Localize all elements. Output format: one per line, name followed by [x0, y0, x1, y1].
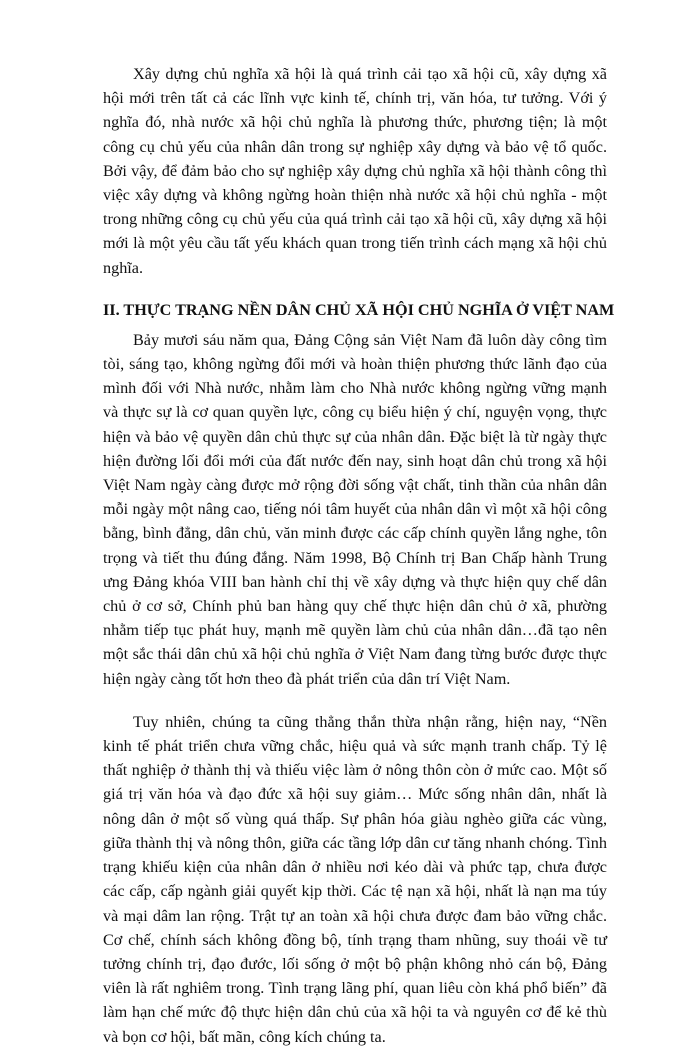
section-heading: II. THỰC TRẠNG NỀN DÂN CHỦ XÃ HỘI CHỦ NGHĨA Ở VIỆT NAM: [103, 300, 615, 319]
body-paragraph-democracy-progress: Bảy mươi sáu năm qua, Đảng Cộng sản Việt Nam đã luôn dày công tìm tòi, sáng tạo, không ngừng đổi mới và hoàn thiện phương thức lãnh đạo của mình đối với Nhà nước, nhằm làm cho Nhà nước không ngừng vững mạnh và thực sự là cơ quan quyền lực, công cụ biểu hiện ý chí, nguyện vọng, thực hiện và bảo vệ quyền dân chủ thực sự của nhân dân. Đặc biệt là từ ngày thực hiện đường lối đổi mới của đất nước đến nay, sinh hoạt dân chủ trong xã hội Việt Nam ngày càng được mở rộng đời sống vật chất, tinh thần của nhân dân mỗi ngày một nâng cao, tiếng nói tâm huyết của nhân dân vì một xã hội công bằng, bình đẳng, dân chủ, văn minh được các cấp chính quyền lắng nghe, tôn trọng và tiết thu đúng đắng. Năm 1998, Bộ Chính trị Ban Chấp hành Trung ưng Đảng khóa VIII ban hành chỉ thị về xây dựng và thực hiện quy chế dân chủ ở cơ sở, Chính phủ ban hàng quy chế thực hiện dân chủ ở xã, phường nhằm tiếp tục phát huy, mạnh mẽ quyền làm chủ của nhân dân…đã tạo nên một sắc thái dân chủ xã hội chủ nghĩa ở Việt Nam đang từng bước được thực hiện ngày càng tốt hơn theo đà phát triển của dân trí Việt Nam.: [103, 330, 607, 688]
intro-paragraph: Xây dựng chủ nghĩa xã hội là quá trình cải tạo xã hội cũ, xây dựng xã hội mới trên tất cả các lĩnh vực kinh tế, chính trị, văn hóa, tư tưởng. Với ý nghĩa đó, nhà nước xã hội chủ nghĩa là phương thức, phương tiện; là một công cụ chủ yếu của nhân dân trong sự nghiệp xây dựng và bảo vệ tổ quốc. Bởi vậy, để đảm bảo cho sự nghiệp xây dựng chủ nghĩa xã hội thành công thì việc xây dựng và không ngừng hoàn thiện nhà nước xã hội chủ nghĩa - một trong những công cụ chủ yếu của quá trình cải tạo xã hội cũ, xây dựng xã hội mới là một yêu cầu tất yếu khách quan trong tiến trình cách mạng xã hội chủ nghĩa.: [103, 65, 607, 277]
body-paragraph-limitations: Tuy nhiên, chúng ta cũng thẳng thắn thừa nhận rằng, hiện nay, “Nền kinh tế phát triển chưa vững chắc, hiệu quả và sức mạnh tranh chấp. Tỷ lệ thất nghiệp ở thành thị và thiếu việc làm ở nông thôn còn ở mức cao. Một số giá trị văn hóa và đạo đức xã hội suy giảm… Mức sống nhân dân, nhất là nông dân ở một số vùng quá thấp. Sự phân hóa giàu nghèo giữa các vùng, giữa thành thị và nông thôn, giữa các tầng lớp dân cư tăng nhanh chóng. Tình trạng khiếu kiện của nhân dân ở nhiều nơi kéo dài và phức tạp, chưa được các cấp, cấp ngành giải quyết kịp thời. Các tệ nạn xã hội, nhất là nạn ma túy và mại dâm lan rộng. Trật tự an toàn xã hội chưa được đam bảo vững chắc. Cơ chế, chính sách không đồng bộ, tính trạng tham nhũng, suy thoái về tư tưởng chính trị, đạo đước, lối sống ở một bộ phận không nhỏ cán bộ, Đảng viên là rất nghiêm trong. Tình trạng lãng phí, quan liêu còn khá phổ biến” đã làm hạn chế mức độ thực hiện dân chủ của xã hội ta và nguyên cơ để kẻ thù và bọn cơ hội, bất mãn, công kích chúng ta.: [103, 712, 607, 1046]
document-page: [103, 62, 615, 1049]
